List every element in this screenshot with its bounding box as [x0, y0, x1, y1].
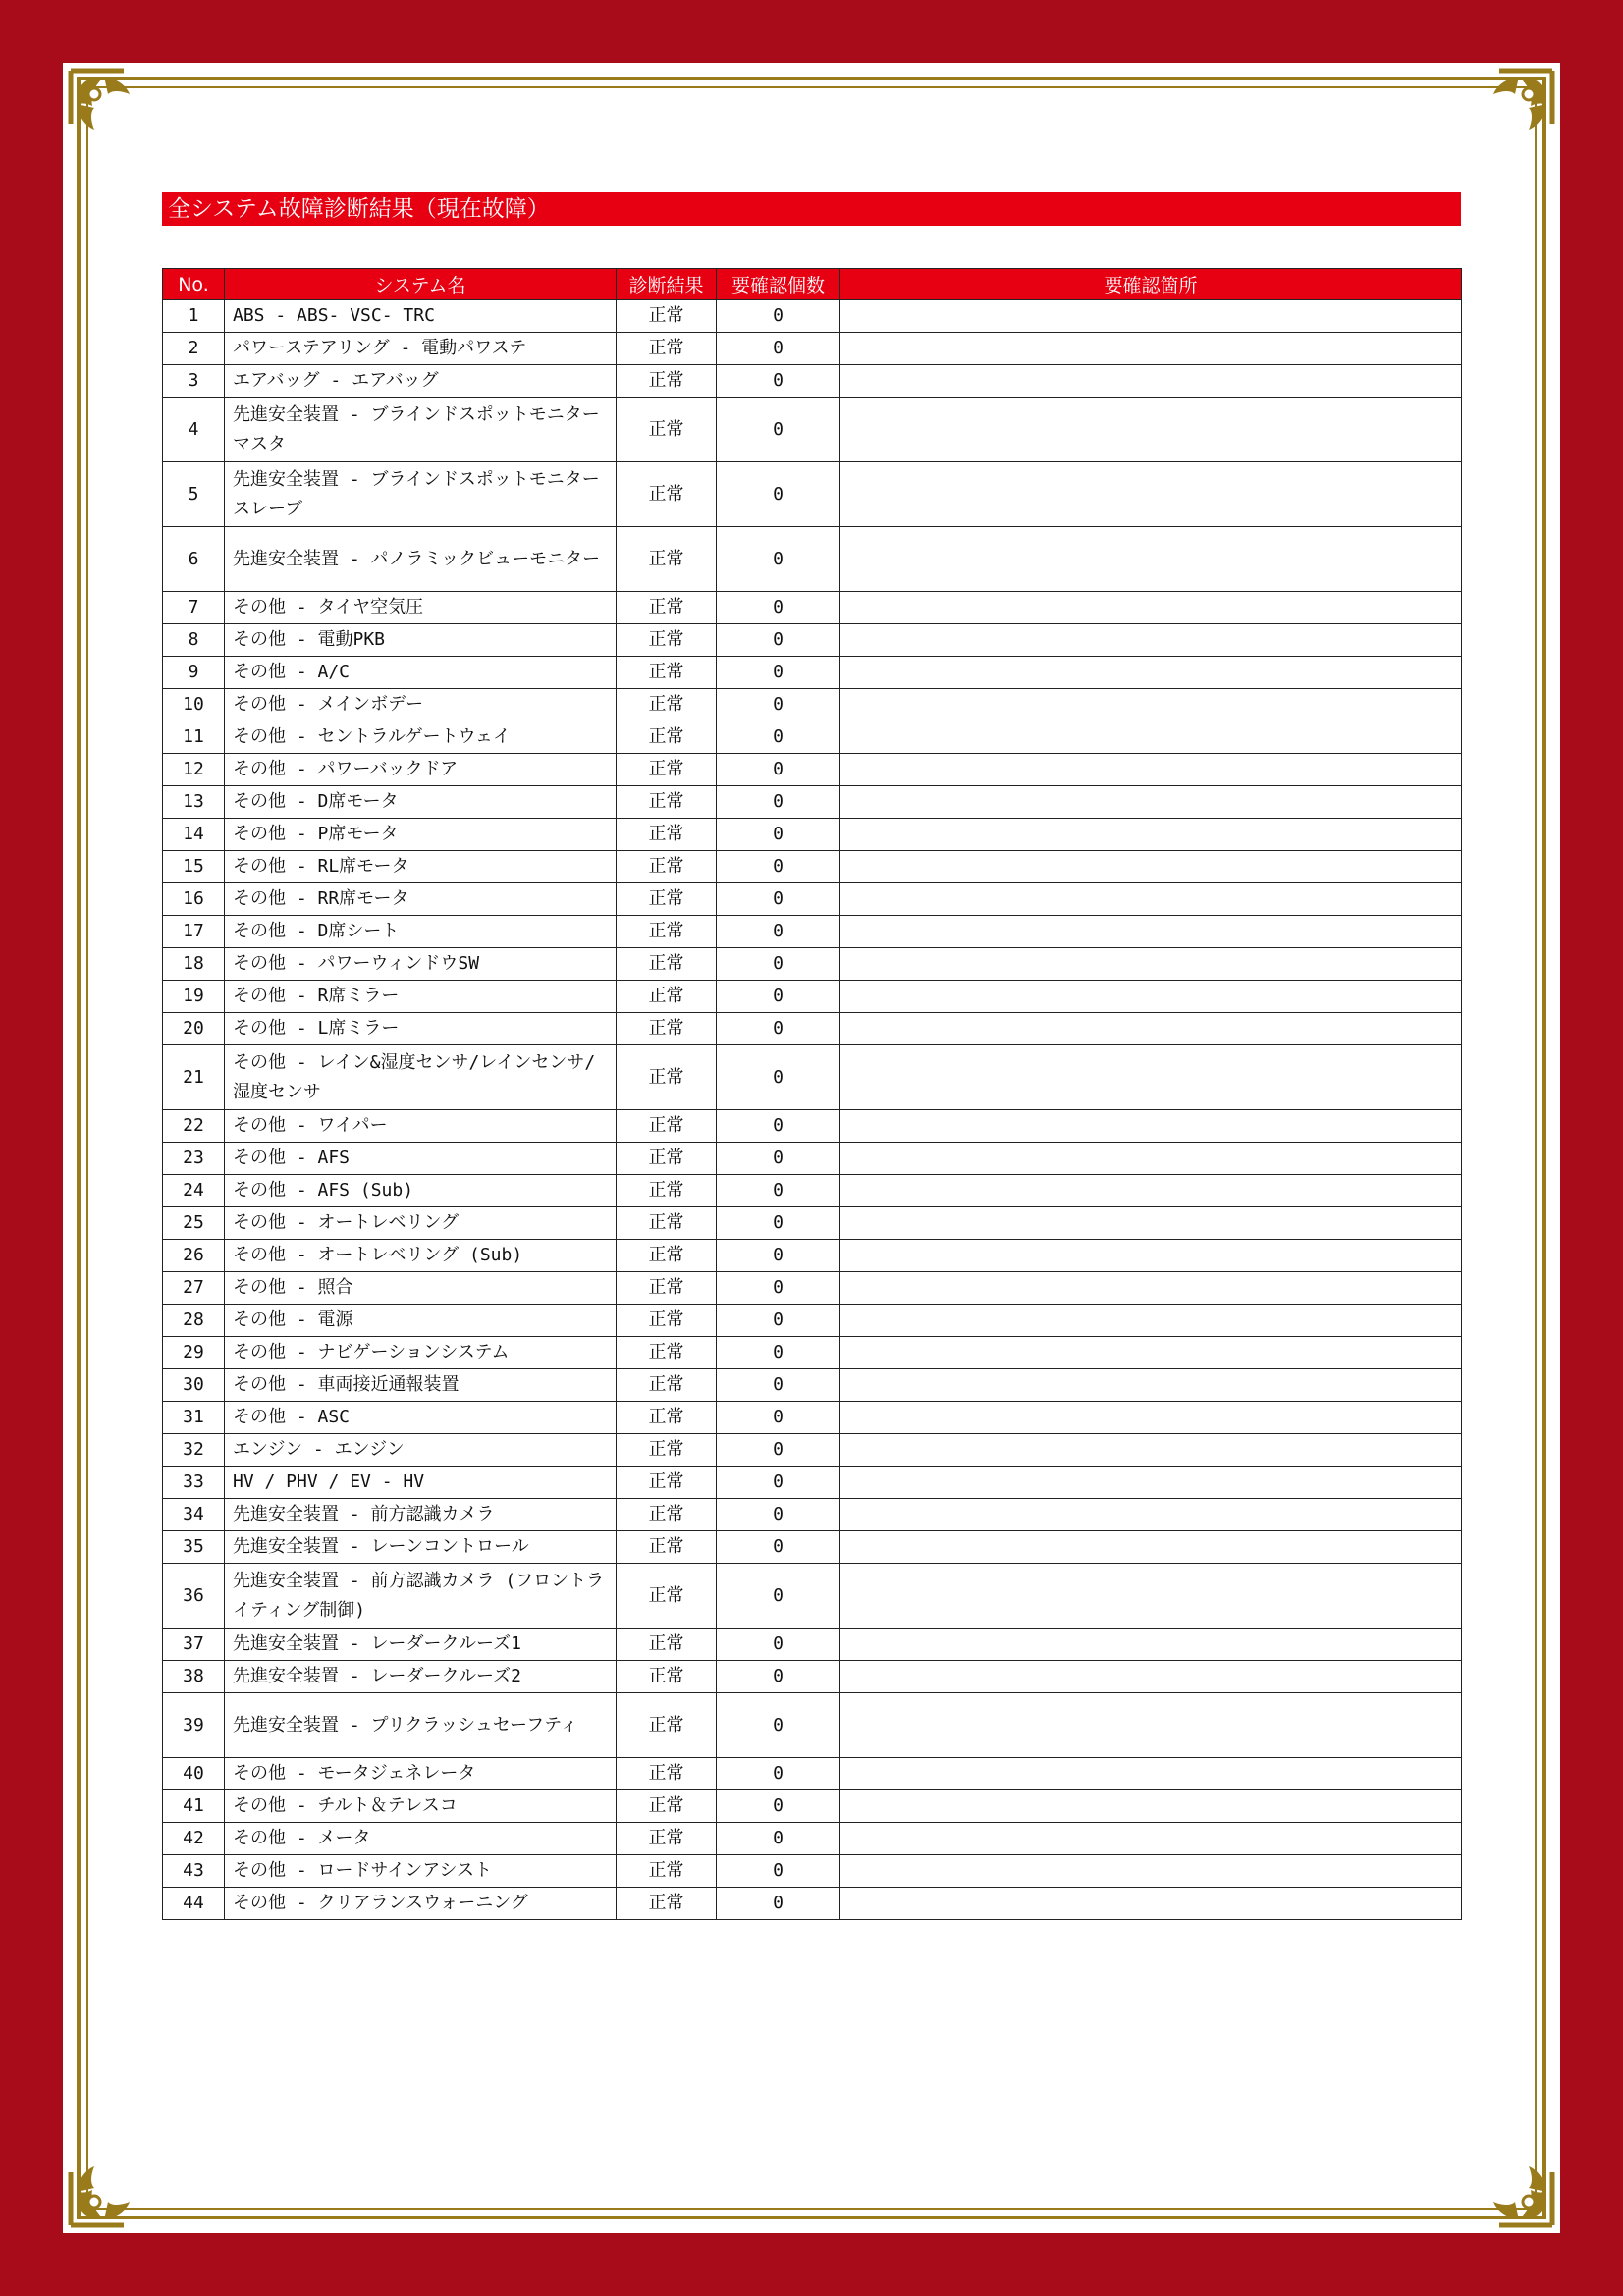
check-count-cell: 0: [717, 981, 840, 1013]
table-row: [163, 1823, 1462, 1855]
check-location-cell: [840, 916, 1462, 948]
row-number: 18: [163, 948, 225, 981]
row-number: 22: [163, 1110, 225, 1143]
result-cell: 正常: [617, 1758, 717, 1790]
system-name-cell: その他 - 電源: [225, 1305, 617, 1337]
table-row: [163, 1240, 1462, 1272]
corner-ornament-icon: [1468, 2141, 1558, 2231]
check-location-cell: [840, 1467, 1462, 1499]
row-number: 14: [163, 819, 225, 851]
check-count-cell: 0: [717, 1143, 840, 1175]
check-count-cell: 0: [717, 948, 840, 981]
check-location-cell: [840, 1888, 1462, 1920]
result-cell: 正常: [617, 948, 717, 981]
check-location-cell: [840, 1013, 1462, 1045]
system-name-cell: その他 - D席モータ: [225, 786, 617, 819]
table-row: [163, 1305, 1462, 1337]
check-location-cell: [840, 1175, 1462, 1207]
check-count-cell: 0: [717, 1337, 840, 1369]
system-name-cell: その他 - A/C: [225, 657, 617, 689]
table-header-row: [163, 269, 1462, 300]
check-count-cell: 0: [717, 1629, 840, 1661]
system-name-cell: その他 - モータジェネレータ: [225, 1758, 617, 1790]
system-name-cell: その他 - 電動PKB: [225, 624, 617, 657]
result-cell: 正常: [617, 1564, 717, 1629]
table-row: [163, 1790, 1462, 1823]
check-location-cell: [840, 462, 1462, 527]
result-cell: 正常: [617, 1499, 717, 1531]
system-name-cell: その他 - AFS: [225, 1143, 617, 1175]
table-row: [163, 754, 1462, 786]
row-number: 43: [163, 1855, 225, 1888]
table-row: [163, 1434, 1462, 1467]
check-count-cell: 0: [717, 1661, 840, 1693]
system-name-cell: その他 - L席ミラー: [225, 1013, 617, 1045]
system-name-cell: その他 - オートレベリング (Sub): [225, 1240, 617, 1272]
row-number: 28: [163, 1305, 225, 1337]
table-row: [163, 786, 1462, 819]
result-cell: 正常: [617, 1045, 717, 1110]
row-number: 1: [163, 300, 225, 333]
row-number: 5: [163, 462, 225, 527]
row-number: 30: [163, 1369, 225, 1402]
check-location-cell: [840, 981, 1462, 1013]
header-system-name: システム名: [225, 269, 617, 300]
result-cell: 正常: [617, 1467, 717, 1499]
result-cell: 正常: [617, 1434, 717, 1467]
result-cell: 正常: [617, 1855, 717, 1888]
row-number: 10: [163, 689, 225, 721]
check-location-cell: [840, 1207, 1462, 1240]
system-name-cell: 先進安全装置 - パノラミックビューモニター: [225, 527, 617, 592]
check-count-cell: 0: [717, 754, 840, 786]
row-number: 36: [163, 1564, 225, 1629]
row-number: 44: [163, 1888, 225, 1920]
table-row: [163, 916, 1462, 948]
table-row: [163, 721, 1462, 754]
section-title: 全システム故障診断結果（現在故障）: [162, 192, 1461, 226]
row-number: 34: [163, 1499, 225, 1531]
table-row: [163, 883, 1462, 916]
row-number: 9: [163, 657, 225, 689]
check-location-cell: [840, 1045, 1462, 1110]
result-cell: 正常: [617, 1272, 717, 1305]
result-cell: 正常: [617, 1110, 717, 1143]
table-row: [163, 1110, 1462, 1143]
result-cell: 正常: [617, 1143, 717, 1175]
result-cell: 正常: [617, 1531, 717, 1564]
check-location-cell: [840, 300, 1462, 333]
system-name-cell: 先進安全装置 - レーンコントロール: [225, 1531, 617, 1564]
check-location-cell: [840, 1337, 1462, 1369]
result-cell: 正常: [617, 1661, 717, 1693]
row-number: 16: [163, 883, 225, 916]
result-cell: 正常: [617, 916, 717, 948]
check-location-cell: [840, 398, 1462, 462]
system-name-cell: その他 - タイヤ空気圧: [225, 592, 617, 624]
corner-ornament-icon: [1468, 65, 1558, 155]
check-count-cell: 0: [717, 1402, 840, 1434]
row-number: 32: [163, 1434, 225, 1467]
corner-ornament-icon: [65, 65, 155, 155]
result-cell: 正常: [617, 1369, 717, 1402]
check-location-cell: [840, 754, 1462, 786]
check-location-cell: [840, 624, 1462, 657]
check-location-cell: [840, 786, 1462, 819]
header-result: 診断結果: [617, 269, 717, 300]
check-location-cell: [840, 527, 1462, 592]
check-location-cell: [840, 1823, 1462, 1855]
table-row: [163, 300, 1462, 333]
result-cell: 正常: [617, 1402, 717, 1434]
result-cell: 正常: [617, 851, 717, 883]
row-number: 31: [163, 1402, 225, 1434]
row-number: 17: [163, 916, 225, 948]
system-name-cell: その他 - ワイパー: [225, 1110, 617, 1143]
result-cell: 正常: [617, 1790, 717, 1823]
check-count-cell: 0: [717, 1790, 840, 1823]
system-name-cell: HV / PHV / EV - HV: [225, 1467, 617, 1499]
table-row: [163, 1337, 1462, 1369]
row-number: 4: [163, 398, 225, 462]
system-name-cell: エンジン - エンジン: [225, 1434, 617, 1467]
check-count-cell: 0: [717, 883, 840, 916]
table-row: [163, 1499, 1462, 1531]
system-name-cell: ABS - ABS- VSC- TRC: [225, 300, 617, 333]
check-location-cell: [840, 1790, 1462, 1823]
check-count-cell: 0: [717, 1499, 840, 1531]
system-name-cell: エアバッグ - エアバッグ: [225, 365, 617, 398]
check-count-cell: 0: [717, 333, 840, 365]
row-number: 3: [163, 365, 225, 398]
system-name-cell: その他 - ロードサインアシスト: [225, 1855, 617, 1888]
result-cell: 正常: [617, 1337, 717, 1369]
table-row: [163, 398, 1462, 462]
table-row: [163, 462, 1462, 527]
table-row: [163, 1661, 1462, 1693]
check-count-cell: 0: [717, 300, 840, 333]
table-row: [163, 657, 1462, 689]
row-number: 21: [163, 1045, 225, 1110]
table-row: [163, 624, 1462, 657]
check-location-cell: [840, 1240, 1462, 1272]
check-location-cell: [840, 1758, 1462, 1790]
result-cell: 正常: [617, 883, 717, 916]
row-number: 41: [163, 1790, 225, 1823]
table-row: [163, 851, 1462, 883]
header-no: No.: [163, 269, 225, 300]
result-cell: 正常: [617, 1629, 717, 1661]
row-number: 13: [163, 786, 225, 819]
check-count-cell: 0: [717, 1272, 840, 1305]
result-cell: 正常: [617, 786, 717, 819]
result-cell: 正常: [617, 365, 717, 398]
result-cell: 正常: [617, 1693, 717, 1758]
result-cell: 正常: [617, 981, 717, 1013]
report-sheet: [63, 63, 1560, 2233]
row-number: 25: [163, 1207, 225, 1240]
check-location-cell: [840, 1564, 1462, 1629]
row-number: 6: [163, 527, 225, 592]
system-name-cell: その他 - チルト＆テレスコ: [225, 1790, 617, 1823]
check-location-cell: [840, 883, 1462, 916]
row-number: 8: [163, 624, 225, 657]
result-cell: 正常: [617, 300, 717, 333]
result-cell: 正常: [617, 1823, 717, 1855]
result-cell: 正常: [617, 689, 717, 721]
system-name-cell: 先進安全装置 - 前方認識カメラ (フロントライティング制御): [225, 1564, 617, 1629]
check-location-cell: [840, 721, 1462, 754]
check-count-cell: 0: [717, 1175, 840, 1207]
system-name-cell: その他 - クリアランスウォーニング: [225, 1888, 617, 1920]
check-location-cell: [840, 1661, 1462, 1693]
table-row: [163, 1855, 1462, 1888]
table-row: [163, 333, 1462, 365]
table-row: [163, 819, 1462, 851]
check-location-cell: [840, 1499, 1462, 1531]
row-number: 19: [163, 981, 225, 1013]
check-location-cell: [840, 851, 1462, 883]
table-row: [163, 1045, 1462, 1110]
result-cell: 正常: [617, 462, 717, 527]
check-count-cell: 0: [717, 819, 840, 851]
system-name-cell: その他 - メインボデー: [225, 689, 617, 721]
system-name-cell: その他 - RL席モータ: [225, 851, 617, 883]
check-count-cell: 0: [717, 1531, 840, 1564]
check-location-cell: [840, 1369, 1462, 1402]
check-location-cell: [840, 1305, 1462, 1337]
check-count-cell: 0: [717, 1758, 840, 1790]
row-number: 12: [163, 754, 225, 786]
check-location-cell: [840, 1629, 1462, 1661]
system-name-cell: その他 - 車両接近通報装置: [225, 1369, 617, 1402]
check-count-cell: 0: [717, 462, 840, 527]
table-row: [163, 1175, 1462, 1207]
check-count-cell: 0: [717, 365, 840, 398]
system-name-cell: 先進安全装置 - レーダークルーズ2: [225, 1661, 617, 1693]
corner-ornament-icon: [65, 2141, 155, 2231]
system-name-cell: その他 - パワーバックドア: [225, 754, 617, 786]
table-row: [163, 1758, 1462, 1790]
check-count-cell: 0: [717, 1207, 840, 1240]
check-count-cell: 0: [717, 916, 840, 948]
result-cell: 正常: [617, 1013, 717, 1045]
header-check-location: 要確認箇所: [840, 269, 1462, 300]
result-cell: 正常: [617, 1207, 717, 1240]
result-cell: 正常: [617, 527, 717, 592]
check-location-cell: [840, 333, 1462, 365]
system-name-cell: その他 - ASC: [225, 1402, 617, 1434]
result-cell: 正常: [617, 1240, 717, 1272]
check-count-cell: 0: [717, 1045, 840, 1110]
check-location-cell: [840, 1402, 1462, 1434]
table-row: [163, 1564, 1462, 1629]
result-cell: 正常: [617, 1175, 717, 1207]
table-row: [163, 1629, 1462, 1661]
check-location-cell: [840, 592, 1462, 624]
check-count-cell: 0: [717, 851, 840, 883]
check-count-cell: 0: [717, 592, 840, 624]
check-location-cell: [840, 657, 1462, 689]
result-cell: 正常: [617, 819, 717, 851]
system-name-cell: その他 - 照合: [225, 1272, 617, 1305]
check-location-cell: [840, 1272, 1462, 1305]
check-location-cell: [840, 1143, 1462, 1175]
check-count-cell: 0: [717, 1823, 840, 1855]
row-number: 27: [163, 1272, 225, 1305]
diagnosis-table: [162, 268, 1462, 1920]
check-count-cell: 0: [717, 1240, 840, 1272]
row-number: 37: [163, 1629, 225, 1661]
header-check-count: 要確認個数: [717, 269, 840, 300]
row-number: 40: [163, 1758, 225, 1790]
row-number: 35: [163, 1531, 225, 1564]
row-number: 23: [163, 1143, 225, 1175]
table-row: [163, 1369, 1462, 1402]
check-count-cell: 0: [717, 1693, 840, 1758]
system-name-cell: その他 - R席ミラー: [225, 981, 617, 1013]
check-location-cell: [840, 1855, 1462, 1888]
row-number: 15: [163, 851, 225, 883]
row-number: 2: [163, 333, 225, 365]
check-location-cell: [840, 819, 1462, 851]
system-name-cell: その他 - セントラルゲートウェイ: [225, 721, 617, 754]
check-location-cell: [840, 365, 1462, 398]
system-name-cell: 先進安全装置 - 前方認識カメラ: [225, 1499, 617, 1531]
check-count-cell: 0: [717, 527, 840, 592]
check-location-cell: [840, 1693, 1462, 1758]
check-count-cell: 0: [717, 624, 840, 657]
table-row: [163, 1531, 1462, 1564]
check-count-cell: 0: [717, 1855, 840, 1888]
system-name-cell: その他 - オートレベリング: [225, 1207, 617, 1240]
row-number: 38: [163, 1661, 225, 1693]
system-name-cell: その他 - メータ: [225, 1823, 617, 1855]
system-name-cell: その他 - ナビゲーションシステム: [225, 1337, 617, 1369]
check-count-cell: 0: [717, 1110, 840, 1143]
row-number: 20: [163, 1013, 225, 1045]
result-cell: 正常: [617, 1888, 717, 1920]
check-location-cell: [840, 1110, 1462, 1143]
check-count-cell: 0: [717, 1369, 840, 1402]
table-row: [163, 592, 1462, 624]
system-name-cell: その他 - AFS (Sub): [225, 1175, 617, 1207]
row-number: 24: [163, 1175, 225, 1207]
row-number: 42: [163, 1823, 225, 1855]
check-count-cell: 0: [717, 657, 840, 689]
system-name-cell: その他 - パワーウィンドウSW: [225, 948, 617, 981]
check-count-cell: 0: [717, 1888, 840, 1920]
check-count-cell: 0: [717, 786, 840, 819]
system-name-cell: パワーステアリング - 電動パワステ: [225, 333, 617, 365]
table-row: [163, 1143, 1462, 1175]
table-row: [163, 1693, 1462, 1758]
result-cell: 正常: [617, 333, 717, 365]
result-cell: 正常: [617, 754, 717, 786]
result-cell: 正常: [617, 1305, 717, 1337]
check-count-cell: 0: [717, 398, 840, 462]
table-row: [163, 1888, 1462, 1920]
system-name-cell: その他 - D席シート: [225, 916, 617, 948]
system-name-cell: 先進安全装置 - ブラインドスポットモニター マスタ: [225, 398, 617, 462]
table-row: [163, 1467, 1462, 1499]
row-number: 11: [163, 721, 225, 754]
table-row: [163, 948, 1462, 981]
system-name-cell: その他 - RR席モータ: [225, 883, 617, 916]
table-row: [163, 689, 1462, 721]
check-count-cell: 0: [717, 1305, 840, 1337]
system-name-cell: その他 - P席モータ: [225, 819, 617, 851]
table-row: [163, 1207, 1462, 1240]
table-row: [163, 1013, 1462, 1045]
system-name-cell: 先進安全装置 - レーダークルーズ1: [225, 1629, 617, 1661]
system-name-cell: 先進安全装置 - プリクラッシュセーフティ: [225, 1693, 617, 1758]
table-body: [163, 300, 1462, 1920]
result-cell: 正常: [617, 398, 717, 462]
row-number: 29: [163, 1337, 225, 1369]
check-location-cell: [840, 1531, 1462, 1564]
result-cell: 正常: [617, 624, 717, 657]
result-cell: 正常: [617, 592, 717, 624]
table-row: [163, 527, 1462, 592]
check-count-cell: 0: [717, 1434, 840, 1467]
check-count-cell: 0: [717, 689, 840, 721]
system-name-cell: 先進安全装置 - ブラインドスポットモニター スレーブ: [225, 462, 617, 527]
check-count-cell: 0: [717, 1564, 840, 1629]
table-row: [163, 365, 1462, 398]
row-number: 26: [163, 1240, 225, 1272]
row-number: 33: [163, 1467, 225, 1499]
row-number: 39: [163, 1693, 225, 1758]
check-count-cell: 0: [717, 721, 840, 754]
check-count-cell: 0: [717, 1467, 840, 1499]
result-cell: 正常: [617, 721, 717, 754]
table-row: [163, 1272, 1462, 1305]
table-row: [163, 1402, 1462, 1434]
check-count-cell: 0: [717, 1013, 840, 1045]
table-row: [163, 981, 1462, 1013]
check-location-cell: [840, 948, 1462, 981]
system-name-cell: その他 - レイン&湿度センサ/レインセンサ/湿度センサ: [225, 1045, 617, 1110]
check-location-cell: [840, 689, 1462, 721]
check-location-cell: [840, 1434, 1462, 1467]
result-cell: 正常: [617, 657, 717, 689]
row-number: 7: [163, 592, 225, 624]
